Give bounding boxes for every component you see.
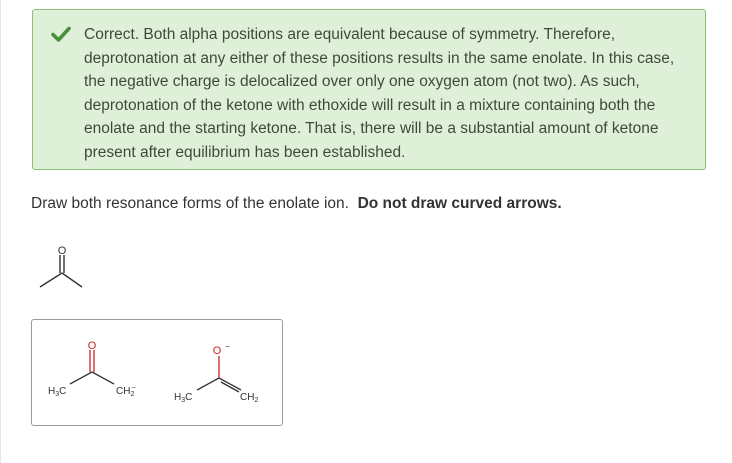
s1-right-bond <box>92 372 114 384</box>
feedback-text: Correct. Both alpha positions are equivalent because of symmetry. Therefore, deprotonation at any either of these positions results in the same enolate. In this case, the negative charge is delocalized over only one oxygen atom (not two). As such, deprotonation of the ketone with ethoxide will result in a mixture containing both the enolate and the starting ketone. That is, there will be a substantial amount of ketone present after equilibrium has been established. <box>84 26 675 161</box>
s2-left-group-label: $H_3C$ <box>174 392 193 404</box>
s1-left-bond <box>70 372 92 384</box>
resonance-structure-1[interactable] <box>48 340 135 398</box>
s1-left-group-label: $H_3C$ <box>48 386 67 398</box>
left-methyl-bond <box>40 273 62 287</box>
prompt-instruction: Do not draw curved arrows. <box>357 195 562 212</box>
s2-right-group-label: $CH_2$ <box>240 392 259 404</box>
feedback-panel <box>32 9 706 170</box>
question-prompt <box>31 195 562 213</box>
s2-oxygen-label: O <box>212 345 222 357</box>
answer-structures[interactable] <box>32 320 282 425</box>
prompt-text: Draw both resonance forms of the enolate ion. <box>31 195 349 212</box>
checkmark-icon <box>51 26 71 42</box>
s2-oxygen-charge: − <box>225 342 230 351</box>
s2-double-bond-1 <box>219 378 241 390</box>
reference-ketone-structure[interactable] <box>36 242 90 292</box>
s1-right-group-label: $CH_2-$ <box>116 385 136 398</box>
s1-oxygen-label: O <box>87 340 97 352</box>
left-page-border <box>0 0 1 463</box>
resonance-structure-2[interactable] <box>174 342 258 404</box>
s2-left-bond <box>197 378 219 390</box>
answer-drawing-box[interactable] <box>31 319 283 426</box>
reference-oxygen-label: O <box>57 245 67 257</box>
right-methyl-bond <box>62 273 82 287</box>
